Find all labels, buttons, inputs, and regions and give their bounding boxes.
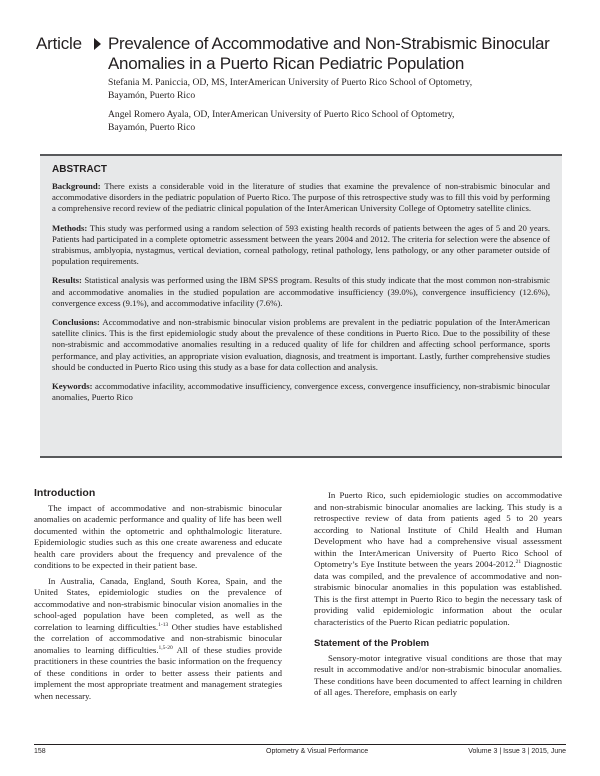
page-number: 158 [34, 748, 46, 755]
author-affiliation: Stefania M. Paniccia, OD, MS, InterAmerican University of Puerto Rico School of Optometry, [108, 77, 473, 88]
article-title: Prevalence of Accommodative and Non-Strabismic Binocular Anomalies in a Puerto Rican Pediatric Population [108, 34, 550, 73]
citation: 1-13 [158, 621, 169, 628]
intro-paragraph [34, 576, 282, 703]
results-text: Statistical analysis was performed using the IBM SPSS program. Results of this study indicate that the most common non-strabismic and accommodative anomalies in the studied population are accommodative insufficiency (39.0%), convergence insufficiency (12.6%), convergence excess (9.1%), and accommodative infacility (7.6%). [52, 275, 550, 308]
arrow-right-icon [94, 38, 101, 50]
body-paragraph [314, 490, 562, 628]
background-label: Background: [52, 181, 101, 191]
author-affiliation: Angel Romero Ayala, OD, InterAmerican University of Puerto Rico School of Optometry, [108, 109, 455, 120]
intro-text: In Australia, Canada, England, South Korea, Spain, and the United States, epidemiologic studies on the prevalence of accommodative and non-strabismic binocular vision anomalies in the school-aged population have been completed, as well as the correlation to learning difficulties. [34, 575, 282, 632]
intro-text: Other studies have established the correlation of accommodative and non-strabismic binocular anomalies to learning difficulties. [34, 621, 282, 655]
methods-label: Methods: [52, 222, 88, 233]
author-list [108, 76, 548, 140]
abstract-background [52, 181, 550, 215]
journal-name: Optometry & Visual Performance [266, 748, 369, 755]
author-item [108, 76, 548, 102]
background-text: There exists a considerable void in the literature of studies that examine the prevalence of non-strabismic binocular and accommodative disorders in the pediatric population of Puerto Rico. The purpose of this retrospective study was to fill this void by performing a comprehensive record review of the pediatric clinical population of the InterAmerican University College of Optometry satellite clinics. [52, 181, 550, 214]
volume-info: Volume 3 | Issue 3 | 2015, June [468, 748, 566, 755]
keywords-text: accommodative infacility, accommodative insufficiency, convergence excess, convergence insufficiency, non-strabismic binocular anomalies, Puerto Rico [52, 381, 550, 403]
left-column [34, 488, 282, 706]
results-label: Results: [52, 275, 82, 286]
introduction-heading: Introduction [34, 487, 96, 499]
statement-heading: Statement of the Problem [314, 638, 430, 649]
conclusions-label: Conclusions: [52, 317, 100, 328]
abstract-results [52, 275, 550, 309]
citation: 21 [515, 559, 522, 566]
body-text: Diagnostic data was compiled, and the prevalence of accommodative and non-strabismic binocular anomalies in this population was established. This is the first attempt in Puerto Rico to begin the necessary task of providing valid epidemiologic information about the ocular characteristics of the Puerto Rican pediatric population. [314, 559, 562, 627]
author-item [108, 108, 548, 134]
abstract-conclusions [52, 317, 550, 373]
author-location: Bayamón, Puerto Rico [108, 90, 196, 101]
right-column [314, 490, 562, 703]
conclusions-text: Accommodative and non-strabismic binocular vision problems are prevalent in the pediatric population of the InterAmerican satellite clinics. This is the first epidemiologic study about the prevalence of these conditions in Puerto Rico. Due to the possibility of these non-strabismic and accommodative anomalies resulting in a reduced quality of life for children and affecting school performance, sports performance, and play activities, an appropriate vision evaluation, diagnosis, and treatment is important. Lastly, further comprehensive studies should be conducted in Puerto Rico using this study as a base for data collection and analysis. [52, 317, 551, 372]
article-label: Article [36, 34, 82, 53]
citation: 1,5-20 [158, 644, 173, 651]
abstract-methods [52, 223, 550, 268]
intro-paragraph: The impact of accommodative and non-strabismic binocular anomalies on academic performance and quality of life has been well documented within the optometric and ophthalmologic literature. Epidemiologic studies such as this one create awareness and educate health care providers about the frequency and prevalence of the conditions to be expected in their patient base. [34, 502, 282, 570]
body-text: In Puerto Rico, such epidemiologic studies on accommodative and non-strabismic binocular anomalies are lacking. This study is a retrospective review of data from patients aged 5 to 20 years according to National Institute of Child Health and Human Development who have had a comprehensive visual assessment within the InterAmerican University of Puerto Rico School of Optometry’s Eye Institute between the years 2004-2012. [314, 490, 562, 569]
author-location: Bayamón, Puerto Rico [108, 122, 196, 133]
abstract-keywords [52, 381, 550, 403]
keywords-label: Keywords: [52, 381, 93, 392]
page-footer [34, 744, 566, 755]
intro-text: All of these studies provide practitioners in these countries the basic information on the frequency of these conditions in order to better assess their patients and implement the most appropriate treatment and management strategies when necessary. [34, 644, 282, 701]
body-paragraph: Sensory-motor integrative visual conditions are those that may result in accommodative and/or non-strabismic binocular anomalies. These conditions have been documented to affect learning in children of all ages. Therefore, emphasis on early [314, 652, 562, 697]
methods-text: This study was performed using a random selection of 593 existing health records of patients between the ages of 5 and 20 years. Patients had participated in a complete optometric assessment between the years 2004 and 2012. The criteria for selection were the absence of strabismus, amblyopia, nystagmus, vertical deviation, corneal pathology, retinal pathology, lens pathology, or any other parameter outside of population requirements. [52, 222, 550, 267]
abstract-heading: ABSTRACT [52, 164, 107, 175]
abstract-box [40, 154, 562, 458]
